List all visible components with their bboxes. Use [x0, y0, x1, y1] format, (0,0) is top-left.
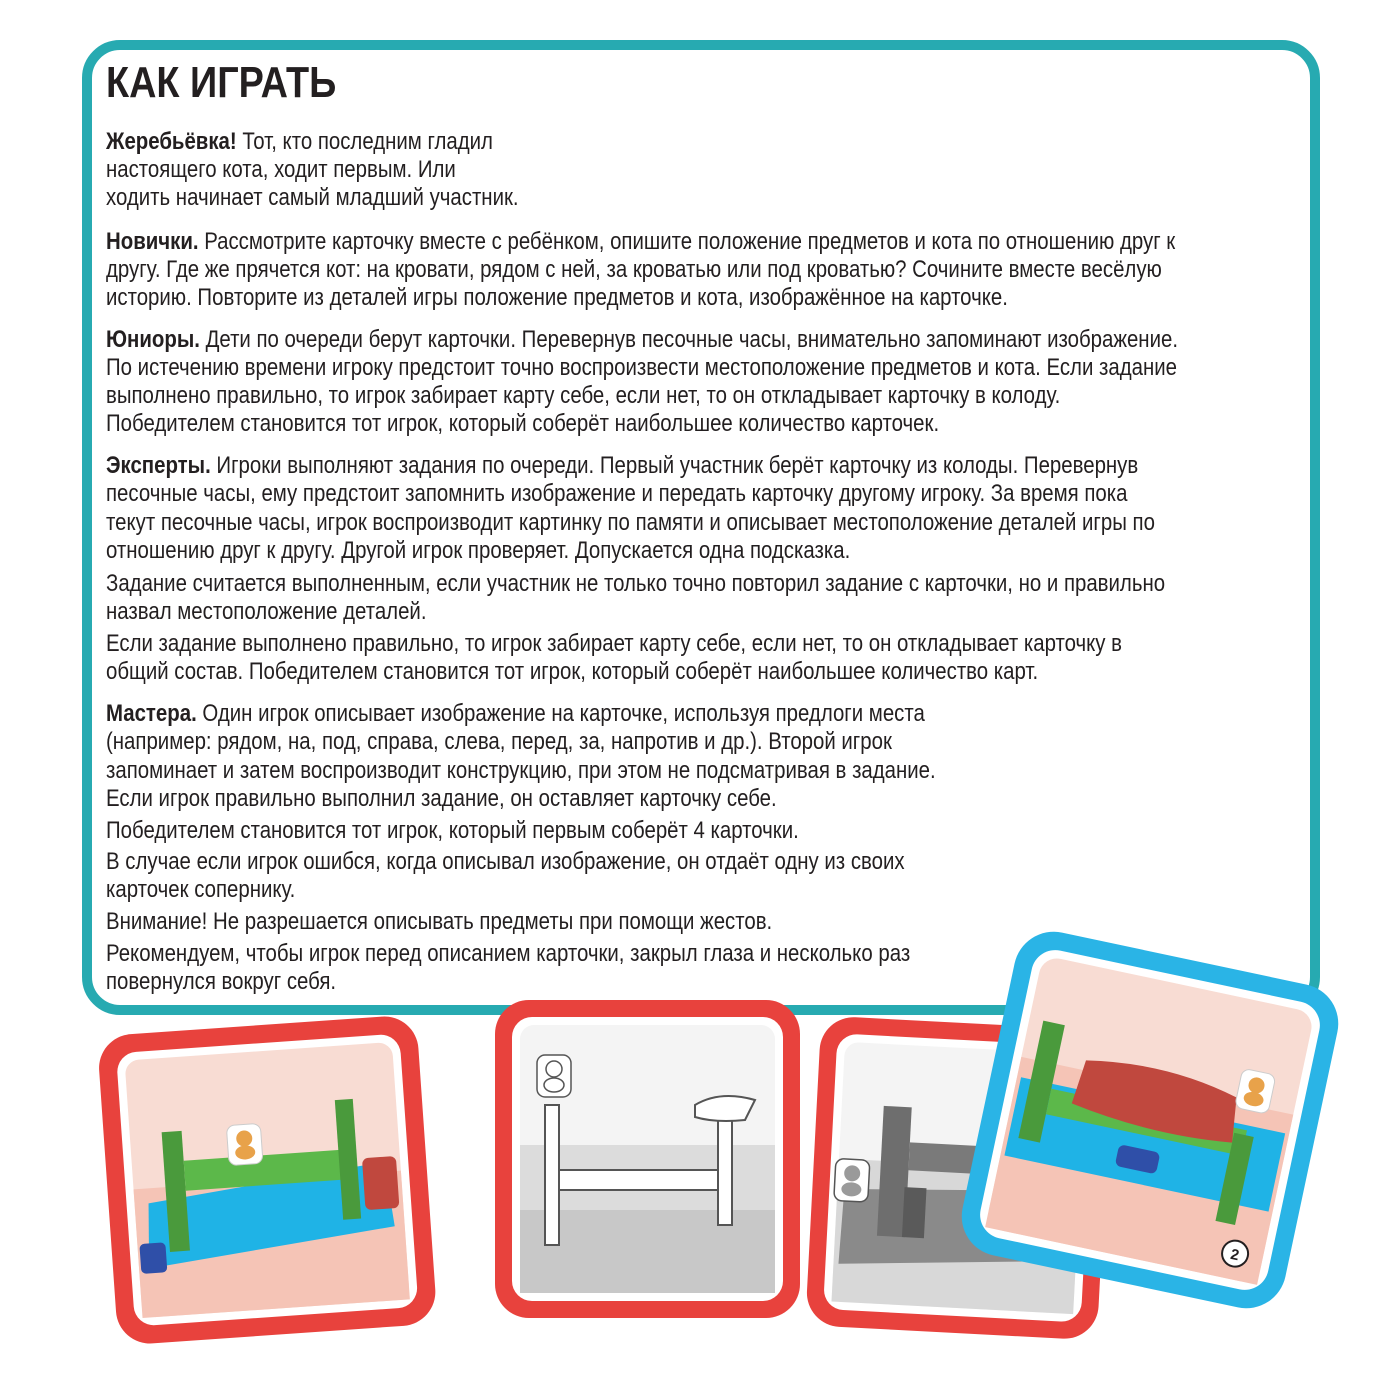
card-4-number: 2: [1228, 1245, 1241, 1265]
card-1-cat-icon: [226, 1123, 263, 1165]
card-1-blue-pillow: [139, 1242, 167, 1274]
masters-p5-line-1: Рекомендуем, чтобы игрок перед описанием карточки, закрыл глаза и несколько раз: [106, 940, 911, 967]
beginners-line-1: Новички. Рассмотрите карточку вместе с ребёнком, опишите положение предметов и кота по отношению друг к: [106, 228, 1176, 255]
juniors-line-2: По истечению времени игроку предстоит точно воспроизвести местоположение предметов и кота. Если задание: [106, 354, 1177, 381]
page-title: КАК ИГРАТЬ: [106, 58, 337, 107]
juniors-line-3: выполнено правильно, то игрок забирает карту себе, если нет, то он откладывает карточку в колоду.: [106, 382, 1061, 409]
masters-p3-line-1: В случае если игрок ошибся, когда описывал изображение, он отдаёт одну из своих: [106, 848, 905, 875]
beginners-heading: Новички.: [106, 228, 199, 255]
masters-p2: Победителем становится тот игрок, который первым соберёт 4 карточки.: [106, 817, 799, 844]
experts-line-4: отношению друг к другу. Другой игрок проверяет. Допускается одна подсказка.: [106, 537, 851, 564]
beginners-line-2: другу. Где же прячется кот: на кровати, рядом с ней, за кроватью или под кроватью? Сочините вместе весёлую: [106, 256, 1162, 283]
masters-line-2: (например: рядом, на, под, справа, слева, перед, за, напротив и др.). Второй игрок: [106, 728, 892, 755]
card-2-bed-leg-right: [718, 1115, 732, 1225]
experts-line-2: песочные часы, ему предстоит запомнить изображение и передать карточку другому игроку. За время пока: [106, 480, 1128, 507]
card-2-pillow: [695, 1096, 755, 1121]
experts-line-3: текут песочные часы, игрок воспроизводит картинку по памяти и описывает местоположение деталей игры по: [106, 509, 1155, 536]
masters-line-4: Если игрок правильно выполнил задание, он оставляет карточку себе.: [106, 785, 777, 812]
juniors-line-1: Юниоры. Дети по очереди берут карточки. Перевернув песочные часы, внимательно запоминают изображение.: [106, 326, 1178, 353]
beginners-line-3: историю. Повторите из деталей игры положение предметов и кота, изображённое на карточке.: [106, 284, 1008, 311]
masters-heading: Мастера.: [106, 700, 197, 727]
masters-line-1: Мастера. Один игрок описывает изображение на карточке, используя предлоги места: [106, 700, 925, 727]
game-card-1: [95, 1005, 440, 1350]
game-card-2: [490, 995, 810, 1325]
experts-line-1: Эксперты. Игроки выполняют задания по очереди. Первый участник берёт карточку из колоды. Перевернув: [106, 452, 1139, 479]
game-card-4: [955, 925, 1345, 1315]
experts-p3-line-2: общий состав. Победителем становится тот игрок, который соберёт наибольшее количество карт.: [106, 658, 1039, 685]
card-1-red-pillow: [362, 1156, 400, 1210]
card-2-bed-top: [559, 1170, 719, 1190]
masters-p3-line-2: карточек сопернику.: [106, 876, 296, 903]
experts-heading: Эксперты.: [106, 452, 211, 479]
draw-line-2: настоящего кота, ходит первым. Или: [106, 156, 456, 183]
experts-p3-line-1: Если задание выполнено правильно, то игрок забирает карту себе, если нет, то он откладывает карточку в: [106, 630, 1122, 657]
card-3-bed-leg: [902, 1187, 927, 1238]
card-2-cat-icon: [537, 1055, 571, 1097]
card-3-cat-icon: [834, 1158, 870, 1202]
masters-line-3: запоминает и затем воспроизводит конструкцию, при этом не подсматривая в задание.: [106, 757, 936, 784]
masters-p4: Внимание! Не разрешается описывать предметы при помощи жестов.: [106, 908, 773, 935]
card-2-bed-leg-left: [545, 1105, 559, 1245]
draw-line-1: Жеребьёвка! Тот, кто последним гладил: [106, 128, 493, 155]
draw-line-3: ходить начинает самый младший участник.: [106, 184, 519, 211]
juniors-heading: Юниоры.: [106, 326, 200, 353]
experts-p2-line-2: назвал местоположение деталей.: [106, 598, 427, 625]
experts-p2-line-1: Задание считается выполненным, если участник не только точно повторил задание с карточки, но и правильно: [106, 570, 1166, 597]
juniors-line-4: Победителем становится тот игрок, который соберёт наибольшее количество карточек.: [106, 410, 940, 437]
masters-p5-line-2: повернулся вокруг себя.: [106, 968, 337, 995]
draw-heading: Жеребьёвка!: [106, 128, 237, 155]
